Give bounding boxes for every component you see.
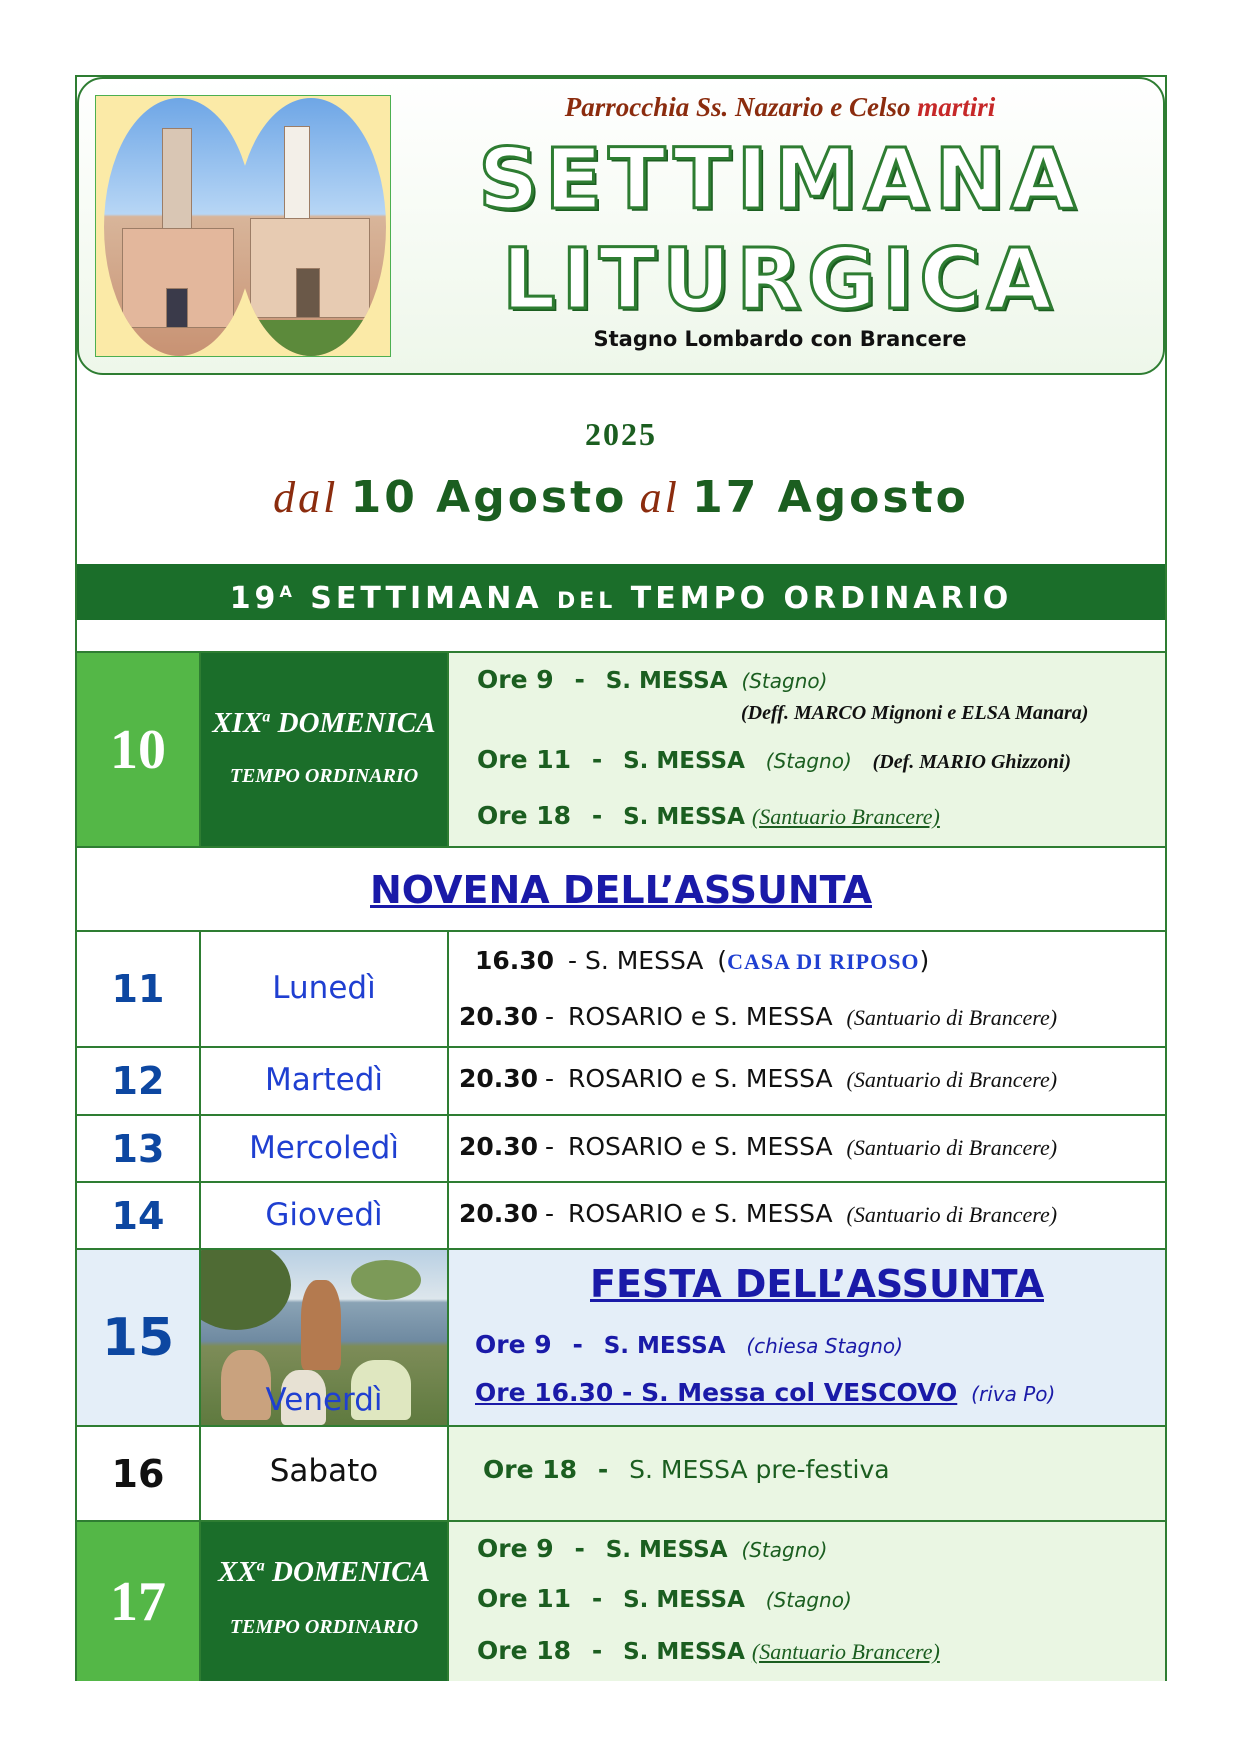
day-number-cell — [77, 932, 201, 1046]
events-cell — [449, 653, 1165, 846]
day-number: 12 — [111, 1059, 165, 1103]
day-number: 11 — [111, 967, 165, 1011]
day-name: Sabato — [269, 1453, 379, 1489]
day-row-13 — [77, 1114, 1165, 1181]
day-name: Giovedì — [265, 1197, 383, 1233]
day-name-cell — [201, 1183, 449, 1248]
day-number: 13 — [111, 1126, 165, 1171]
sunday-title: $XX^a$ DOMENICA — [218, 1556, 430, 1588]
header-photo — [95, 95, 391, 357]
novena-heading: NOVENA DELL’ASSUNTA — [77, 846, 1165, 930]
day-row-10 — [77, 651, 1165, 846]
day-row-14 — [77, 1181, 1165, 1248]
year: 2025 — [585, 416, 657, 452]
day-number: 17 — [110, 1570, 166, 1633]
header-subtitle: Stagno Lombardo con Brancere — [593, 327, 967, 351]
day-row-17 — [77, 1520, 1165, 1681]
event-line: Ore 11 - S. MESSA (Stagno) — [477, 1584, 852, 1613]
day-name: Venerdì — [265, 1382, 383, 1418]
event-line: 20.30 - ROSARIO e S. MESSA (Santuario di Brancere) — [459, 1002, 1058, 1031]
events-cell — [449, 1116, 1165, 1181]
day-number-cell — [77, 1522, 201, 1681]
day-name-cell — [201, 1427, 449, 1520]
day-number: 14 — [111, 1193, 165, 1238]
day-number-cell — [77, 1183, 201, 1248]
day-number-cell — [77, 1250, 201, 1425]
day-title-cell — [201, 653, 449, 846]
events-cell — [449, 1250, 1165, 1425]
day-name-cell — [201, 1048, 449, 1114]
event-line: 20.30 - ROSARIO e S. MESSA (Santuario di Brancere) — [459, 1199, 1058, 1228]
day-row-15 — [77, 1248, 1165, 1425]
event-line: Ore 18 - S. MESSA (Santuario Brancere) — [477, 801, 940, 830]
event-note: (Deff. MARCO Mignoni e ELSA Manara) — [741, 702, 1089, 724]
day-row-16 — [77, 1425, 1165, 1520]
event-line: Ore 9 - S. MESSA (chiesa Stagno) — [475, 1330, 903, 1359]
events-cell — [449, 932, 1165, 1046]
day-number: 15 — [101, 1307, 175, 1368]
event-line: 20.30 - ROSARIO e S. MESSA (Santuario di Brancere) — [459, 1132, 1058, 1161]
event-line: Ore 18 - S. MESSA (Santuario Brancere) — [477, 1636, 940, 1665]
event-line: Ore 16.30 - S. Messa col VESCOVO (riva Po) — [475, 1378, 1056, 1407]
sunday-subtitle: TEMPO ORDINARIO — [229, 765, 419, 787]
day-number: 16 — [111, 1451, 165, 1496]
events-cell — [449, 1522, 1165, 1681]
event-line: 16.30 - S. MESSA (CASA DI RIPOSO) — [475, 946, 930, 975]
day-title-cell — [201, 1522, 449, 1681]
events-cell — [449, 1048, 1165, 1114]
procession-photo-cell — [201, 1250, 449, 1425]
church-stagno-image — [104, 98, 254, 356]
title-line-2: LITURGICA — [502, 230, 1058, 328]
day-number-cell — [77, 1116, 201, 1181]
sunday-title: XIX$^a$ DOMENICA — [212, 707, 436, 739]
day-row-12 — [77, 1046, 1165, 1114]
day-name: Mercoledì — [249, 1130, 399, 1166]
event-line: Ore 9 - S. MESSA (Stagno) — [477, 1534, 828, 1563]
sunday-subtitle: TEMPO ORDINARIO — [229, 1616, 419, 1638]
title-line-1: SETTIMANA — [478, 130, 1082, 228]
event-line: Ore 18 - S. MESSA pre-festiva — [483, 1455, 890, 1484]
events-cell — [449, 1427, 1165, 1520]
day-name: Lunedì — [272, 970, 376, 1006]
day-number-cell — [77, 1048, 201, 1114]
church-brancere-image — [236, 98, 386, 356]
event-line: 20.30 - ROSARIO e S. MESSA (Santuario di Brancere) — [459, 1064, 1058, 1093]
parish-name: Parrocchia Ss. Nazario e Celso martiri — [564, 92, 996, 122]
day-name: Martedì — [264, 1062, 383, 1098]
event-line: Ore 11 - S. MESSA (Stagno) (Def. MARIO Ghizzoni) — [477, 745, 1071, 774]
day-number: 10 — [110, 718, 166, 781]
date-range: dal 10 Agosto al 17 Agosto — [273, 472, 969, 523]
day-number-cell — [77, 653, 201, 846]
festa-heading: FESTA DELL’ASSUNTA — [590, 1262, 1044, 1306]
day-row-11 — [77, 930, 1165, 1046]
day-name-cell — [201, 932, 449, 1046]
week-banner: $19^A$ SETTIMANA DEL TEMPO ORDINARIO — [77, 564, 1165, 620]
day-name-cell — [201, 1116, 449, 1181]
day-number-cell — [77, 1427, 201, 1520]
event-line: Ore 9 - S. MESSA (Stagno) — [477, 665, 828, 694]
events-cell — [449, 1183, 1165, 1248]
